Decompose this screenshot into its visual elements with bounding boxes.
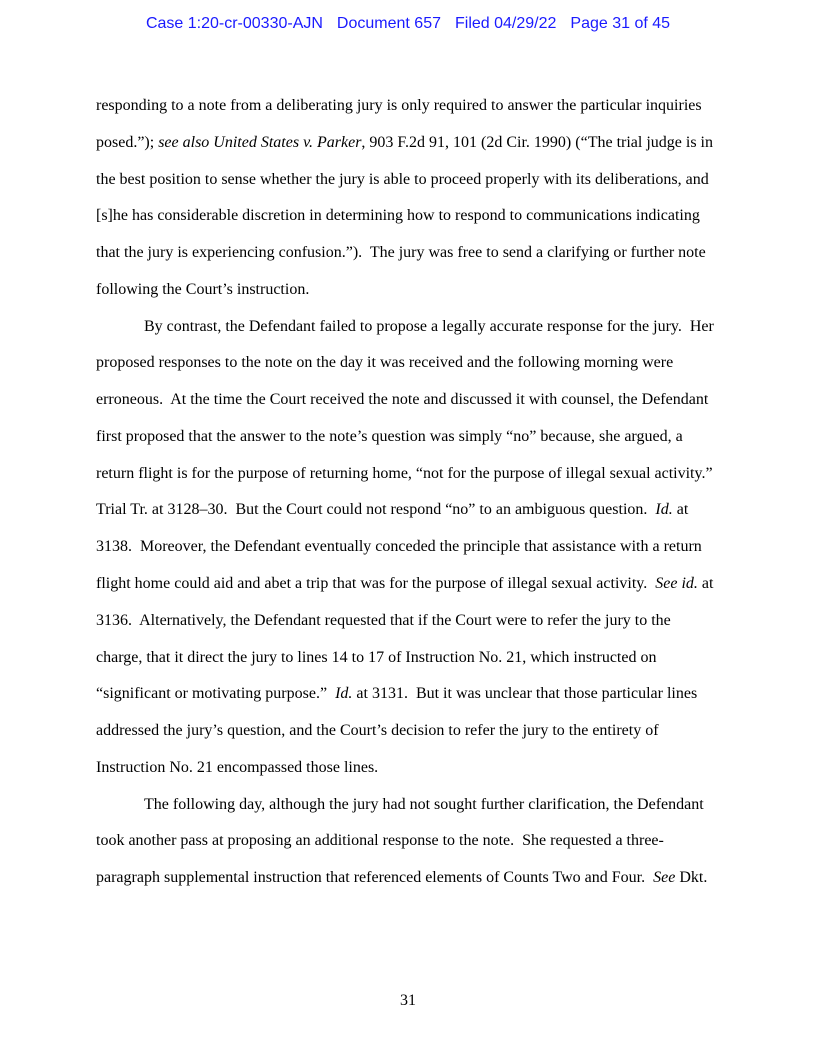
filed-date: Filed 04/29/22 — [454, 15, 557, 32]
text-run: 3136. Alternatively, the Defendant requested that if the Court were to refer the jury to the — [96, 612, 671, 629]
text-run: posed.”); — [96, 134, 159, 151]
document-number: Document 657 — [336, 15, 441, 32]
text-line — [96, 831, 664, 851]
text-run: paragraph supplemental instruction that referenced elements of Counts Two and Four. — [96, 869, 654, 886]
text-line — [96, 574, 713, 594]
text-run: erroneous. At the time the Court received the note and discussed it with counsel, the Defendant — [96, 391, 709, 408]
text-run: addressed the jury’s question, and the Court’s decision to refer the jury to the entirety of — [96, 722, 659, 739]
case-number: Case 1:20-cr-00330-AJN — [145, 15, 323, 32]
text-line — [144, 317, 714, 337]
text-line — [96, 133, 713, 153]
text-run: first proposed that the answer to the note’s question was simply “no” because, she argued, a — [96, 428, 683, 445]
text-run: following the Court’s instruction. — [96, 281, 310, 298]
citation-italic: Id. — [655, 501, 673, 518]
text-run: responding to a note from a deliberating jury is only required to answer the particular inquiries — [96, 97, 702, 114]
text-run: Trial Tr. at 3128–30. But the Court could not respond “no” to an ambiguous question. — [96, 501, 656, 518]
text-run: By contrast, the Defendant failed to propose a legally accurate response for the jury. Her — [144, 318, 714, 335]
text-run: took another pass at proposing an additional response to the note. She requested a three- — [96, 832, 664, 849]
text-run: [s]he has considerable discretion in determining how to respond to communications indicating — [96, 207, 700, 224]
text-line — [96, 353, 673, 373]
text-run: proposed responses to the note on the day it was received and the following morning were — [96, 354, 674, 371]
text-line — [96, 206, 700, 226]
text-run: charge, that it direct the jury to lines 14 to 17 of Instruction No. 21, which instructed on — [96, 649, 657, 666]
citation-italic: See — [653, 869, 676, 886]
text-run: “significant or motivating purpose.” — [96, 685, 336, 702]
text-run: that the jury is experiencing confusion.”). The jury was free to send a clarifying or further note — [96, 244, 706, 261]
page-of-total: Page 31 of 45 — [570, 15, 671, 32]
text-run: at — [672, 501, 689, 518]
text-line — [96, 868, 707, 888]
text-line — [144, 795, 704, 815]
text-run: at — [697, 575, 714, 592]
text-line — [96, 390, 708, 410]
text-run: the best position to sense whether the jury is able to proceed properly with its deliberations, and — [96, 171, 709, 188]
text-run: return flight is for the purpose of returning home, “not for the purpose of illegal sexual activity.” — [96, 465, 713, 482]
text-line — [96, 280, 309, 300]
text-run: Dkt. — [675, 869, 708, 886]
text-line — [96, 464, 713, 484]
page-number: 31 — [400, 992, 416, 1009]
text-run: The following day, although the jury had not sought further clarification, the Defendant — [144, 796, 704, 813]
text-line — [96, 648, 656, 668]
case-header — [0, 14, 816, 34]
text-line — [96, 684, 697, 704]
text-line — [96, 96, 702, 116]
citation-italic: see also United States v. Parker — [158, 134, 362, 151]
text-run: 3138. Moreover, the Defendant eventually conceded the principle that assistance with a return — [96, 538, 702, 555]
text-run: Instruction No. 21 encompassed those lines. — [96, 759, 379, 776]
text-run: flight home could aid and abet a trip that was for the purpose of illegal sexual activity. — [96, 575, 656, 592]
text-line — [96, 170, 709, 190]
text-line — [96, 758, 378, 778]
citation-italic: See id. — [655, 575, 698, 592]
citation-italic: Id. — [335, 685, 353, 702]
text-run: , 903 F.2d 91, 101 (2d Cir. 1990) (“The trial judge is in — [361, 134, 713, 151]
text-run: at 3131. But it was unclear that those particular lines — [352, 685, 698, 702]
text-line — [96, 500, 688, 520]
text-line — [96, 721, 659, 741]
text-line — [96, 537, 702, 557]
text-line — [96, 427, 683, 447]
text-line — [96, 611, 671, 631]
text-line — [96, 243, 706, 263]
